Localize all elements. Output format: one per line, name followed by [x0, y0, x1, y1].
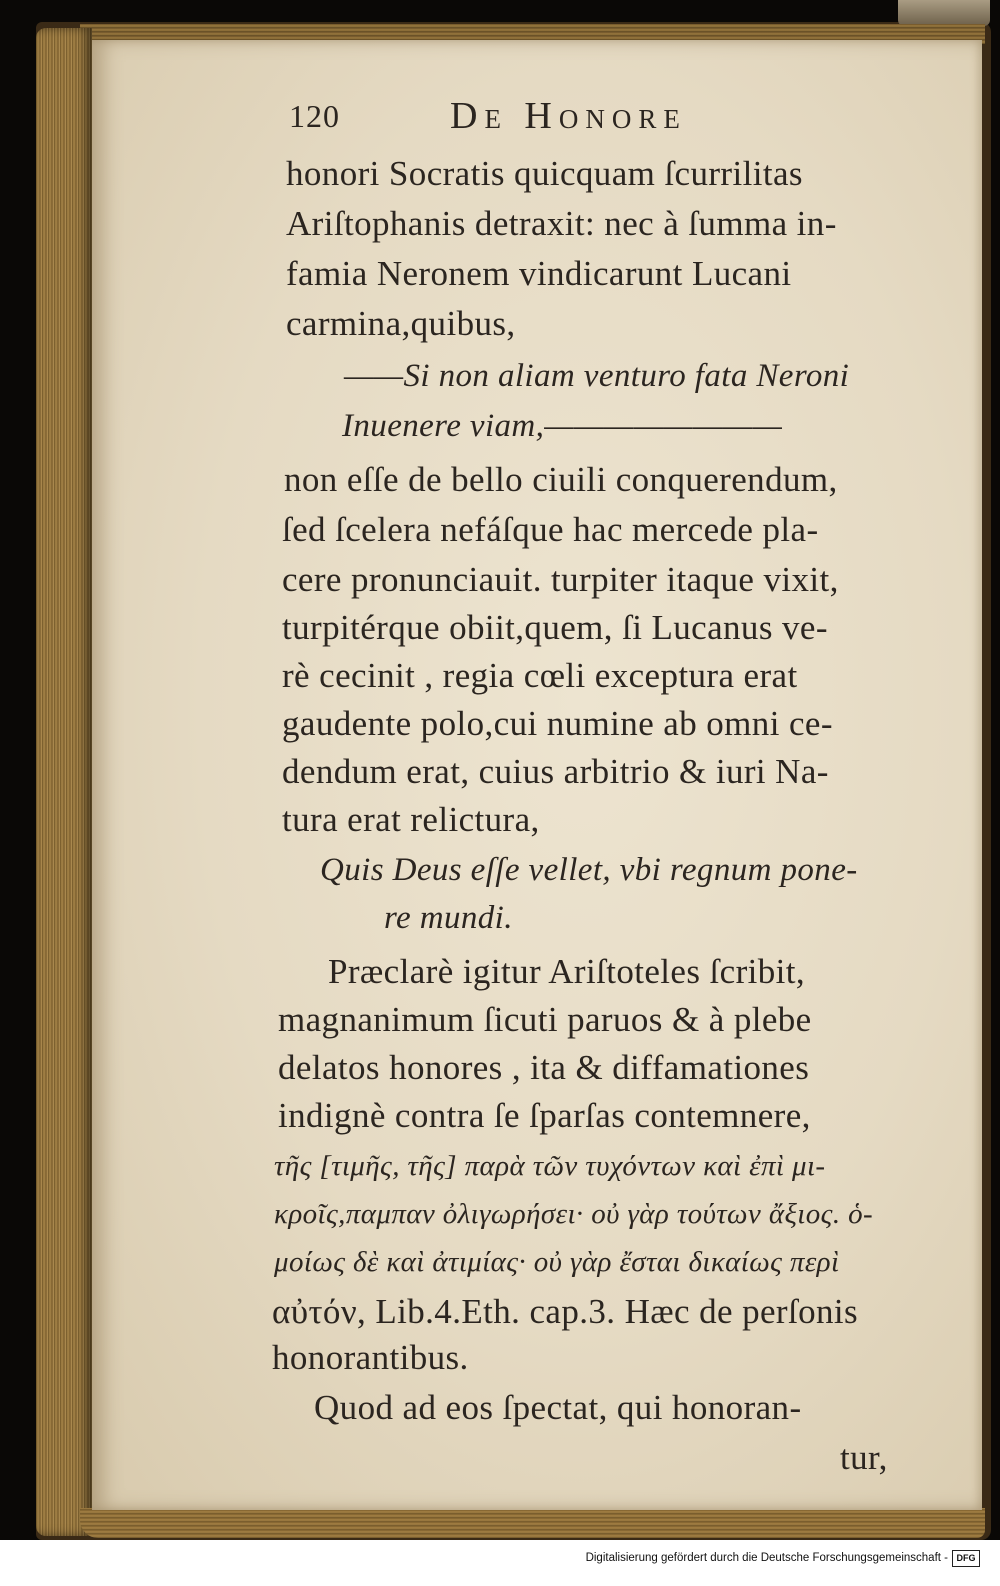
book-left-edge [36, 28, 92, 1536]
verse-line: ——Si non aliam venturo fata Neroni [344, 358, 850, 394]
greek-line: μοίως δὲ καὶ ἀτιμίας· οὐ γὰρ ἔσται δικαίως περὶ [274, 1246, 840, 1278]
book-bottom-edge [80, 1508, 985, 1538]
funding-note: Digitalisierung gefördert durch die Deutsche Forschungsgemeinschaft - [585, 1552, 948, 1564]
text-line: carmina,quibus, [286, 304, 516, 343]
text-line: cere pronunciauit. turpiter itaque vixit, [282, 560, 839, 599]
text-line: turpitérque obiit,quem, ſi Lucanus ve- [282, 608, 828, 647]
text-line: dendum erat, cuius arbitrio & iuri Na- [282, 752, 829, 791]
verse-line: Quis Deus eſſe vellet, vbi regnum pone- [320, 852, 858, 888]
text-line: gaudente polo,cui numine ab omni ce- [282, 704, 833, 743]
text-line: Ariſtophanis detraxit: nec à ſumma in- [286, 204, 837, 243]
text-line: indignè contra ſe ſparſas contemnere, [278, 1096, 811, 1135]
text-line: tura erat relictura, [282, 800, 540, 839]
dfg-logo: DFG [952, 1550, 980, 1567]
text-line: αὐτόν, Lib.4.Eth. cap.3. Hæc de perſonis [272, 1292, 859, 1331]
footer-bar [0, 1540, 1000, 1586]
text-line: non eſſe de bello ciuili conquerendum, [284, 460, 838, 499]
verse-line: re mundi. [384, 900, 513, 936]
text-line: delatos honores , ita & diffamationes [278, 1048, 810, 1087]
page-corner [898, 0, 990, 26]
text-line: magnanimum ſicuti paruos & à plebe [278, 1000, 812, 1039]
text-line: honori Socratis quicquam ſcurrilitas [286, 154, 803, 193]
running-head: De Honore [450, 95, 687, 137]
catchword: tur, [840, 1438, 888, 1477]
text-line: honorantibus. [272, 1338, 469, 1377]
text-line: Quod ad eos ſpectat, qui honoran- [314, 1388, 802, 1427]
greek-line: κροῖς,παμπαν ὀλιγωρήσει· οὐ γὰρ τούτων ἄξιος. ὁ- [274, 1198, 874, 1230]
text-line: Præclarè igitur Ariſtoteles ſcribit, [328, 952, 806, 991]
text-line: rè cecinit , regia cœli excepturа erat [282, 656, 798, 695]
greek-line: τῆς [τιμῆς, τῆς] παρὰ τῶν τυχόντων καὶ ἐπὶ μι- [274, 1150, 826, 1182]
page-number: 120 [289, 98, 340, 134]
book-page [92, 40, 982, 1510]
text-line: famia Neronem vindicarunt Lucani [286, 254, 792, 293]
text-line: ſed ſcelera nefáſque hac mercede pla- [282, 510, 819, 549]
page-text [92, 40, 982, 1510]
verse-line: Inuenere viam,———————— [342, 408, 783, 444]
